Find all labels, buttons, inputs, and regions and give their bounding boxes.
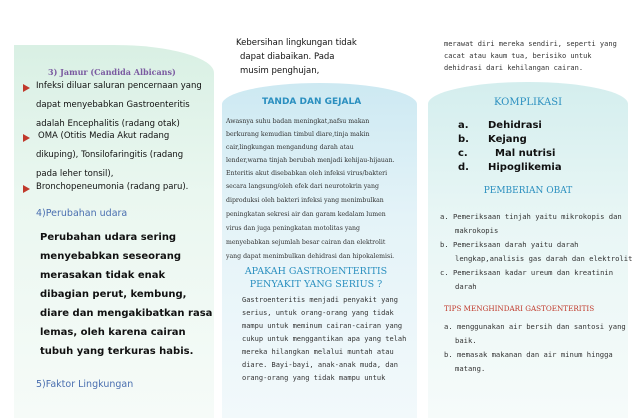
subheading-faktor-lingkungan: 5)Faktor Lingkungan	[36, 379, 134, 390]
text-line: dapat diabaikan. Pada	[240, 52, 335, 62]
serius-heading-line: APAKAH GASTROENTERITIS	[244, 266, 388, 277]
text-line: matang.	[455, 364, 486, 373]
text-line: berkurang kemudian timbul diare,tinja makin	[226, 131, 370, 138]
complication-letter: b.	[458, 134, 469, 145]
complication-item: Kejang	[488, 134, 527, 145]
text-line: a. menggunakan air bersih dan santosi yang	[444, 322, 626, 331]
text-line: b. Pemeriksaan darah yaitu darah	[440, 240, 579, 249]
text-line: Enteritis akut disebabkan oleh infeksi virus/bakteri	[226, 170, 388, 177]
text-line: secara langsung/oleh efek dari neurotokrin yang	[226, 183, 379, 190]
candida-heading: 3) Jamur (Candida Albicans)	[48, 67, 176, 77]
text-line: pada leher tonsil),	[36, 169, 114, 179]
bullet-arrow-icon	[23, 134, 30, 142]
text-line: menyebabkan sejumlah besar cairan dan elektrolit	[226, 239, 386, 246]
bold-text-line: dibagian perut, kembung,	[40, 289, 187, 300]
tips-heading: TIPS MENGHINDARI GASTOENTERITIS	[444, 304, 595, 313]
text-line: c. Pemeriksaan kadar ureum dan kreatinin	[440, 268, 614, 277]
text-line: merawat diri mereka sendiri, seperti yang	[444, 40, 617, 48]
text-line: b. memasak makanan dan air minum hingga	[444, 350, 613, 359]
bold-text-line: menyebabkan seseorang	[40, 251, 181, 262]
tanda-gejala-heading: TANDA DAN GEJALA	[262, 97, 362, 107]
subheading-perubahan-udara: 4)Perubahan udara	[36, 208, 128, 219]
text-line: orang-orang yang tidak mampu untuk	[242, 374, 386, 382]
text-line: cacat atau kaum tua, berisiko untuk	[444, 52, 592, 60]
text-line: baik.	[455, 336, 477, 345]
text-line: musim penghujan,	[240, 66, 320, 76]
bold-text-line: merasakan tidak enak	[40, 270, 166, 281]
bold-text-line: Perubahan udara sering	[40, 232, 177, 243]
text-line: diare. Bayi-bayi, anak-anak muda, dan	[242, 361, 398, 369]
complication-letter: d.	[458, 162, 469, 173]
bold-text-line: tubuh yang terkuras habis.	[40, 346, 194, 357]
text-line: lender,warna tinjah berubah menjadi kehijau-hijauan.	[226, 157, 395, 164]
text-line: Kebersihan lingkungan tidak	[236, 38, 357, 48]
complication-item: Hipoglikemia	[488, 162, 562, 173]
text-line: dikuping), Tonsilofaringitis (radang	[36, 150, 184, 160]
text-line: peningkatan sekresi air dan garam kedalam lumen	[226, 211, 386, 218]
text-line: Awasnya suhu badan meningkat,nafsu makan	[226, 118, 370, 125]
text-line: cair,lingkungan mengandung darah atau	[226, 144, 354, 151]
serius-heading-line: PENYAKIT YANG SERIUS ?	[249, 279, 383, 290]
text-line: cukup untuk menggantikan apa yang telah	[242, 335, 407, 343]
text-line: lengkap,analisis gas darah dan elektrolit	[455, 254, 633, 263]
bullet-arrow-icon	[23, 185, 30, 193]
complication-item: Mal nutrisi	[495, 148, 556, 159]
pemberian-obat-heading: PEMBERIAN OBAT	[483, 186, 573, 196]
text-line: mereka hilangkan melalui muntah atau	[242, 348, 394, 356]
text-line: darah	[455, 282, 477, 291]
text-line: yang dapat menimbulkan dehidrasi dan hipokalemisi.	[226, 253, 395, 260]
complication-letter: a.	[458, 120, 469, 131]
complication-item: Dehidrasi	[488, 120, 542, 131]
bold-text-line: lemas, oleh karena cairan	[40, 327, 186, 338]
text-line: Infeksi diluar saluran pencernaan yang	[36, 81, 202, 91]
text-line: OMA (Otitis Media Akut radang	[38, 131, 170, 141]
text-line: adalah Encephalitis (radang otak)	[36, 119, 180, 129]
bullet-arrow-icon	[23, 84, 30, 92]
bold-text-line: diare dan mengakibatkan rasa	[40, 308, 213, 319]
complication-letter: c.	[458, 148, 468, 159]
text-line: dehidrasi dari kehilangan cairan.	[444, 64, 584, 72]
komplikasi-heading: KOMPLIKASI	[493, 97, 563, 108]
text-line: diproduksi oleh bakteri infeksi yang menimbulkan	[226, 197, 384, 204]
text-line: makrokopis	[455, 226, 499, 235]
text-line: a. Pemeriksaan tinjah yaitu mikrokopis dan	[440, 212, 622, 221]
text-line: virus dan juga peningkatan motolitas yang	[226, 225, 360, 232]
text-line: Gastroenteritis menjadi penyakit yang	[242, 296, 398, 304]
text-line: Bronchopeneumonia (radang paru).	[36, 182, 189, 192]
text-line: serius, untuk orang-orang yang tidak	[242, 309, 394, 317]
text-line: mampu untuk meminum cairan-cairan yang	[242, 322, 403, 330]
text-line: dapat menyebabkan Gastroenteritis	[36, 100, 190, 110]
